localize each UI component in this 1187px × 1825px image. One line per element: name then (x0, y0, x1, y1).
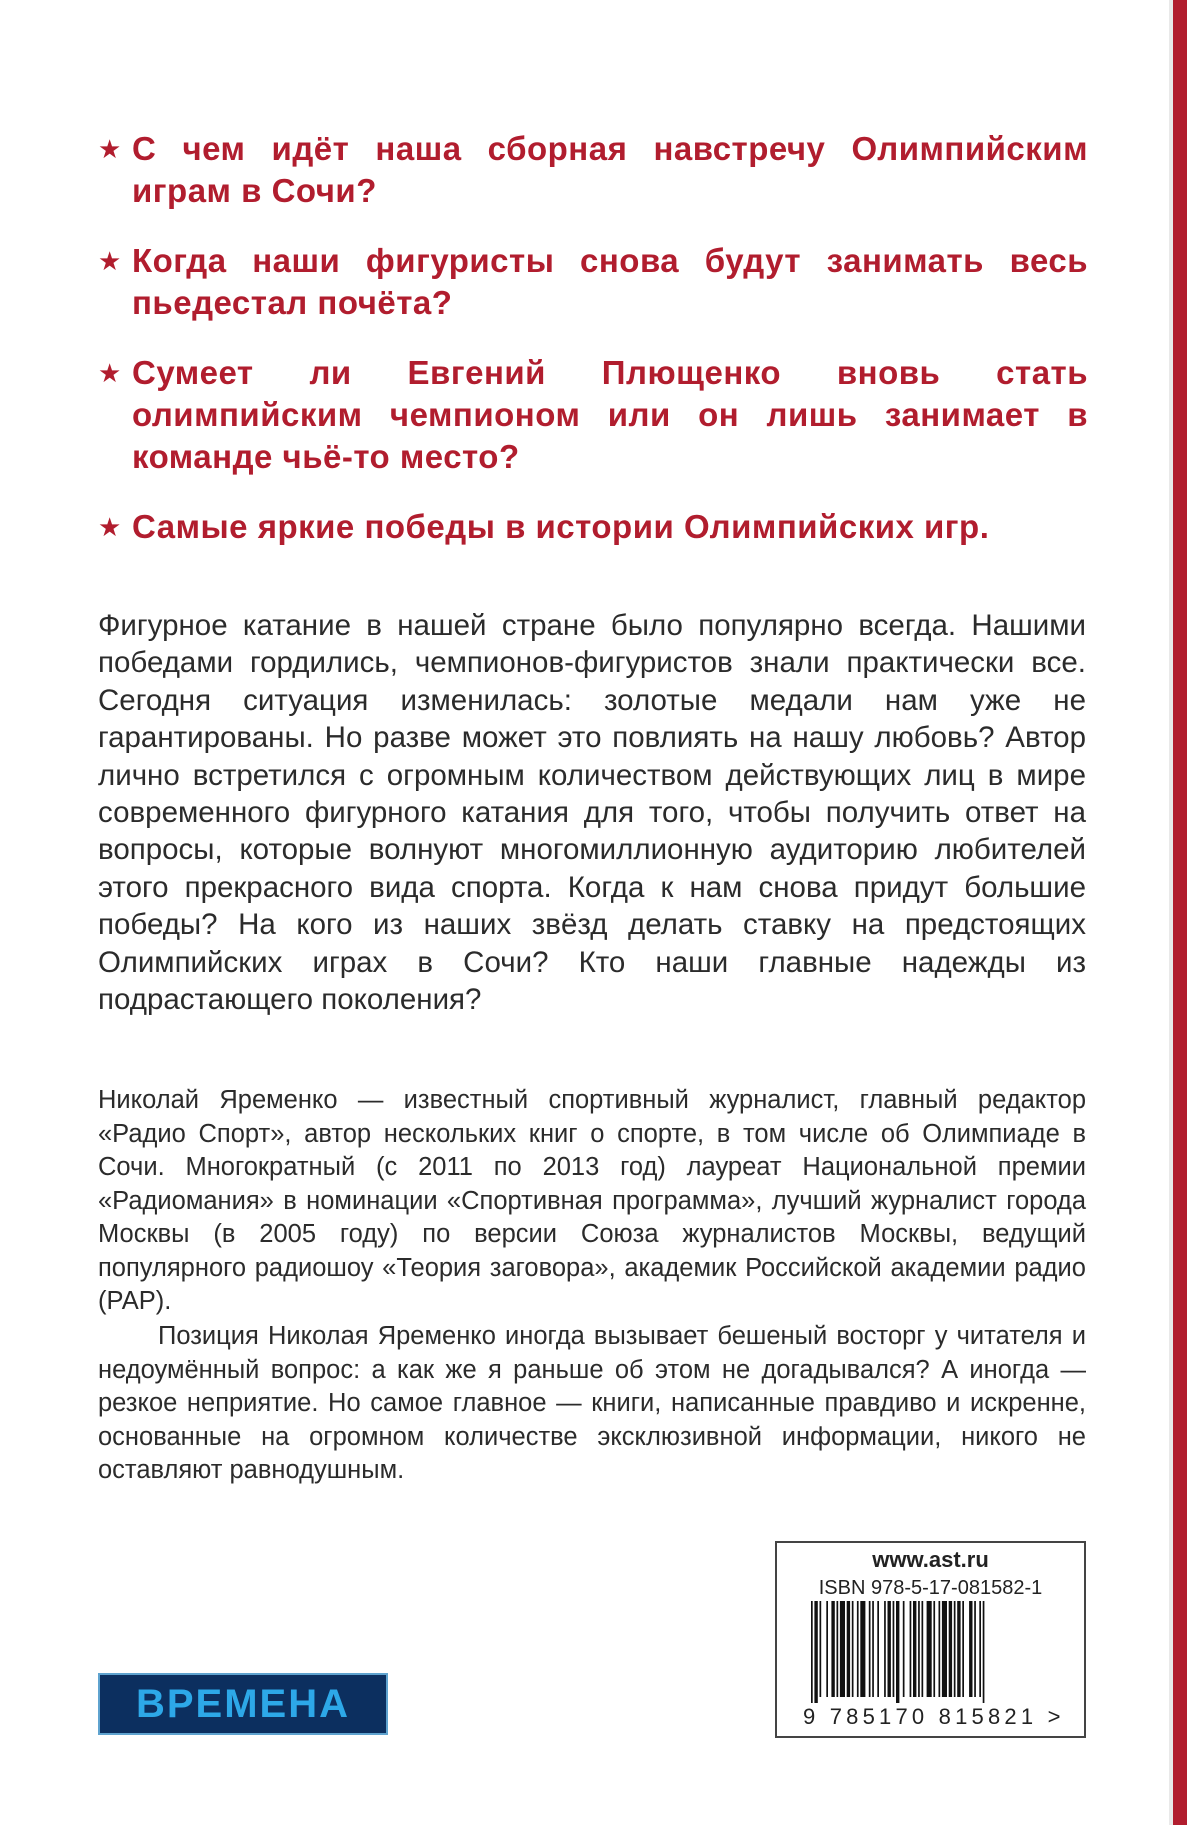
barcode-bar (820, 1601, 822, 1697)
spine-stripe (1173, 0, 1187, 1825)
barcode-bar (979, 1601, 981, 1697)
barcode-icon (811, 1601, 1051, 1703)
barcode-bar (852, 1601, 854, 1697)
barcode-bar (903, 1601, 905, 1697)
barcode-bar (884, 1601, 886, 1697)
publisher-website: www.ast.ru (872, 1547, 989, 1572)
barcode-bar (831, 1601, 834, 1697)
barcode-bar (939, 1601, 941, 1697)
barcode-bar (811, 1601, 813, 1703)
barcode-bar (933, 1601, 935, 1697)
isbn-number: ISBN 978-5-17-081582-1 (818, 1577, 1043, 1599)
barcode-bar (896, 1601, 899, 1703)
barcode-bar (877, 1601, 879, 1697)
publisher-logo (98, 1673, 388, 1735)
barcode-bar (847, 1601, 850, 1697)
star-icon: ★ (98, 512, 122, 542)
book-description: Фигурное катание в нашей стране было популярно всегда. Нашими победами гордились, чемпионов-фигуристов знали практически все. Сегодня ситуация изменилась: золотые медали нам уже не гарантированы. Но разве может это повлиять на нашу любовь? Автор лично встретился с огромным количеством действующих лиц в мире современного фигурного катания для того, чтобы получить ответ на вопросы, которые волнуют многомиллионную аудиторию любителей этого прекрасного вида спорта. Когда к нам снова придут большие победы? На кого из наших звёзд делать ставку на предстоящих Олимпийских играх в Сочи? Кто наши главные надежды из подрастающего поколения? (98, 609, 1086, 1017)
bullet-text: Сумеет ли Евгений Плющенко вновь стать олимпийским чемпионом или он лишь занимает в команде чьё-то место? (132, 354, 1088, 475)
barcode-bar (910, 1601, 912, 1697)
barcode-bar (957, 1601, 960, 1697)
barcode-bar (826, 1601, 828, 1697)
barcode-bar (857, 1601, 859, 1697)
barcode-bar (942, 1601, 947, 1697)
barcode-bar (913, 1601, 916, 1697)
bullet-item (98, 128, 1088, 212)
bullet-text: Самые яркие победы в истории Олимпийских игр. (132, 508, 990, 545)
barcode-bar (840, 1601, 845, 1697)
author-bio: Николай Яременко — известный спортивный журналист, главный редактор «Радио Спорт», автор нескольких книг о спорте, в том числе об Олимпиаде в Сочи. Многократный (с 2011 по 2013 год) лауреат Национальной премии «Радиомания» в номинации «Спортивная программа», лучший журналист города Москвы (в 2005 году) по версии Союза журналистов Москвы, ведущий популярного радиошоу «Теория заговора», академик Российской академии радио (РАР). (98, 1086, 1086, 1315)
barcode-bar (974, 1601, 976, 1697)
barcode-bar (869, 1601, 871, 1697)
barcode-box (775, 1541, 1086, 1738)
bullet-text: С чем идёт наша сборная навстречу Олимпийским играм в Сочи? (132, 130, 1088, 209)
author-position-paragraph: Позиция Николая Яременко иногда вызывает бешеный восторг у читателя и недоумённый вопрос: а как же я раньше об этом не догадывался? А иногда — резкое неприятие. Но самое главное — книги, написанные правдиво и искренне, основанные на огромном количестве эксклюзивной информации, никого не оставляют равнодушным. (98, 1322, 1086, 1484)
barcode-bar (814, 1601, 817, 1703)
bullet-item (98, 506, 1088, 548)
barcode-bar (962, 1601, 964, 1697)
barcode-bar (888, 1601, 891, 1697)
barcode-bar (893, 1601, 895, 1697)
barcode-bar (860, 1601, 865, 1697)
barcode-bar (949, 1601, 952, 1697)
barcode-digits: 9 785170 815821 > (803, 1704, 1065, 1729)
publisher-logo-text: ВРЕМЕНА (135, 1681, 351, 1726)
barcode-bar (969, 1601, 972, 1697)
star-icon: ★ (98, 358, 122, 388)
bullet-list (98, 128, 1088, 576)
star-icon: ★ (98, 246, 122, 276)
barcode-bar (922, 1601, 924, 1697)
barcode-bar (872, 1601, 874, 1697)
barcode-bar (918, 1601, 920, 1697)
barcode-bar (954, 1601, 956, 1697)
bullet-text: Когда наши фигуристы снова будут занимать весь пьедестал почёта? (132, 242, 1088, 321)
bullet-item (98, 240, 1088, 324)
bullet-item (98, 352, 1088, 478)
barcode-bar (927, 1601, 932, 1697)
star-icon: ★ (98, 134, 122, 164)
barcode-bar (983, 1601, 985, 1703)
barcode-bar (837, 1601, 839, 1697)
